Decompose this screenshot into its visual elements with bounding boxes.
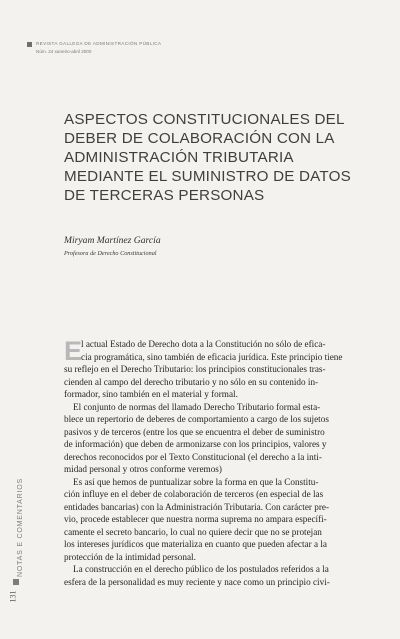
body-line: vio, procede establecer que nuestra norma suprema no ampara específi- [64, 514, 327, 524]
section-mark-square [13, 579, 19, 585]
body-line: cienden al campo del derecho tributario y no sólo en su contenido in- [64, 376, 319, 387]
title-line: MEDIANTE EL SUMINISTRO DE DATOS [64, 168, 351, 185]
title-line: ASPECTOS CONSTITUCIONALES DEL [64, 111, 345, 128]
page-number: 131 [8, 590, 18, 603]
body-line: Es así que hemos de puntualizar sobre la forma en que la Constitu- [73, 476, 319, 487]
body-line: camente el secreto bancario, lo cual no quiere decir que no se protejan [64, 526, 322, 537]
journal-mark-square [27, 42, 32, 47]
article-body [64, 338, 374, 588]
title-line: DE TERCERAS PERSONAS [64, 187, 265, 204]
journal-issue: Núm. 24 xaneiro-abril 2000 [36, 49, 92, 54]
author-name: Miryam Martínez García [64, 235, 161, 246]
body-line: La construcción en el derecho público de los postulados referidos a la [73, 564, 329, 574]
body-line: blece un repertorio de deberes de comportamiento a cargo de los sujetos [64, 414, 329, 424]
article-title [64, 110, 384, 205]
author-role: Profesora de Derecho Constitucional [64, 250, 157, 257]
body-line: formador, sino también en el material y formal. [64, 389, 238, 399]
body-line: de información) que deben de armonizarse con los principios, valores y [64, 439, 327, 449]
body-line: esfera de la personalidad es muy reciente y nace como un principio civi- [64, 576, 330, 587]
body-line: El conjunto de normas del llamado Derecho Tributario formal esta- [73, 401, 321, 412]
title-line: ADMINISTRACIÓN TRIBUTARIA [64, 149, 294, 166]
body-line: derechos reconocidos por el Texto Constitucional (el derecho a la inti- [64, 451, 322, 462]
body-line: entidades bancarias) con la Administración Tributaria. Con carácter pre- [64, 501, 330, 512]
section-sidebar [11, 478, 24, 577]
body-line: su reflejo en el Derecho Tributario: los principios constitucionales tras- [64, 364, 326, 374]
body-line: midad personal y otros conforme veremos) [64, 464, 222, 474]
journal-name: REVISTA GALLEGA DE ADMINISTRACIÓN PÚBLICA [36, 41, 162, 46]
title-line: DEBER DE COLABORACIÓN CON LA [64, 130, 335, 147]
body-line: cia programática, sino también de eficacia jurídica. Este principio tiene [81, 351, 343, 362]
drop-cap: E [64, 336, 83, 366]
body-line: los intereses jurídicos que materializa en cuanto que pueden afectar a la [64, 539, 328, 549]
body-line: l actual Estado de Derecho dota a la Constitución no sólo de efica- [81, 339, 326, 349]
body-line: pasivos y de terceros (entre los que se encuentra el deber de suministro [64, 426, 325, 437]
body-line: ción influye en el deber de colaboración de terceros (en especial de las [64, 489, 324, 499]
section-label: NOTAS E COMENTARIOS [17, 478, 24, 577]
body-line: protección de la intimidad personal. [64, 551, 196, 562]
